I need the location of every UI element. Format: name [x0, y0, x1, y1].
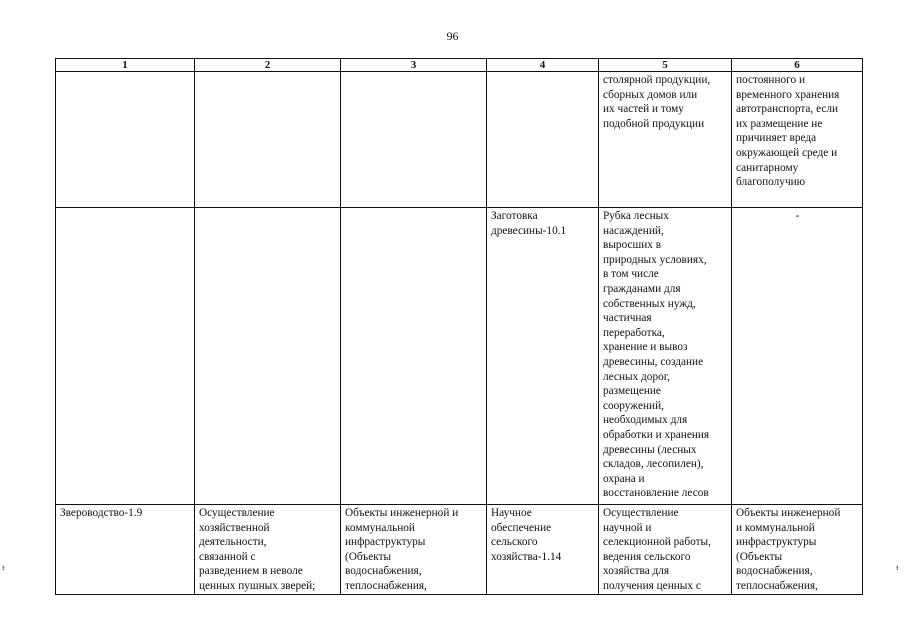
- cell-text-line: лесных дорог,: [603, 370, 670, 383]
- cell-text-line: Научное: [491, 507, 532, 519]
- cell-text-line: частичная: [603, 312, 652, 325]
- column-header: 1: [56, 59, 195, 72]
- right-edge-mark: ᵻ: [896, 562, 899, 572]
- cell-text-line: ценных пушных зверей;: [199, 579, 316, 592]
- cell-text-line: их частей и тому: [603, 103, 684, 116]
- table-cell: [732, 72, 863, 208]
- cell-text-line: теплоснабжения,: [345, 579, 427, 592]
- table-cell: [599, 72, 732, 208]
- table-cell: [487, 72, 599, 208]
- cell-text-line: -: [795, 210, 800, 222]
- cell-text-line: древесины-10.1: [491, 224, 567, 237]
- cell-text-line: (Объекты: [345, 550, 392, 563]
- cell-text-line: природных условиях,: [603, 253, 707, 266]
- left-edge-mark: ᵻ: [2, 562, 5, 572]
- table-cell: [487, 208, 599, 505]
- cell-text-line: Звероводство-1.9: [60, 507, 143, 519]
- zoning-table: [55, 58, 863, 595]
- cell-text-line: их размещение не: [736, 117, 823, 130]
- cell-text-line: хозяйства-1.14: [491, 550, 562, 563]
- cell-text-line: собственных нужд,: [603, 297, 696, 310]
- cell-text-line: восстановление лесов: [603, 487, 709, 500]
- cell-text-line: Объекты инженерной: [736, 507, 841, 519]
- column-header: 2: [195, 59, 341, 72]
- column-header: 5: [599, 59, 732, 72]
- cell-text-line: обеспечение: [491, 521, 552, 534]
- table-cell: [599, 208, 732, 505]
- table-cell: [56, 72, 195, 208]
- table-cell: [341, 72, 487, 208]
- table-cell: [487, 505, 599, 595]
- cell-text-line: санитарному: [736, 161, 799, 174]
- cell-text-line: сельского: [491, 536, 538, 549]
- table-cell: [732, 208, 863, 505]
- cell-text-line: инфраструктуры: [345, 536, 426, 549]
- column-header: 4: [487, 59, 599, 72]
- cell-text-line: столярной продукции,: [603, 74, 711, 86]
- cell-text-line: временного хранения: [736, 88, 840, 101]
- table-cell: [341, 505, 487, 595]
- cell-text-line: селекционной работы,: [603, 536, 711, 549]
- table-cell: [195, 505, 341, 595]
- cell-text-line: хозяйственной: [199, 521, 270, 534]
- cell-text-line: автотранспорта, если: [736, 103, 839, 116]
- cell-text-line: причиняет вреда: [736, 132, 817, 145]
- cell-text-line: сборных домов или: [603, 88, 698, 101]
- cell-text-line: Рубка лесных: [603, 210, 669, 222]
- cell-text-line: инфраструктуры: [736, 536, 817, 549]
- table-cell: [599, 505, 732, 595]
- table-cell: [56, 208, 195, 505]
- table-cell: [732, 505, 863, 595]
- table-row: [56, 208, 863, 505]
- cell-text-line: сооружений,: [603, 399, 664, 412]
- cell-text-line: Осуществление: [603, 507, 679, 519]
- table-header-row: [56, 59, 863, 72]
- cell-text-line: древесины, создание: [603, 355, 704, 368]
- cell-text-line: хранение и вывоз: [603, 341, 688, 354]
- cell-text-line: хозяйства для: [603, 565, 670, 578]
- cell-text-line: коммунальной: [345, 521, 415, 534]
- column-header: 6: [732, 59, 863, 72]
- cell-text-line: ведения сельского: [603, 550, 691, 563]
- cell-text-line: постоянного и: [736, 74, 806, 86]
- cell-text-line: выросших в: [603, 239, 662, 252]
- cell-text-line: древесины (лесных: [603, 443, 697, 456]
- cell-text-line: необходимых для: [603, 414, 688, 427]
- cell-text-line: Объекты инженерной и: [345, 507, 459, 519]
- cell-text-line: научной и: [603, 521, 652, 534]
- table-cell: [195, 72, 341, 208]
- cell-text-line: и коммунальной: [736, 521, 815, 534]
- cell-text-line: водоснабжения,: [736, 565, 813, 578]
- cell-text-line: охрана и: [603, 472, 645, 485]
- cell-text-line: (Объекты: [736, 550, 783, 563]
- cell-text-line: Осуществление: [199, 507, 275, 519]
- cell-text-line: деятельности,: [199, 536, 267, 549]
- cell-text-line: связанной с: [199, 550, 256, 563]
- cell-text-line: гражданами для: [603, 282, 681, 295]
- table-cell: [56, 505, 195, 595]
- table-row: [56, 505, 863, 595]
- table-cell: [195, 208, 341, 505]
- table-row: [56, 72, 863, 208]
- cell-text-line: в том числе: [603, 268, 659, 281]
- cell-text-line: переработка,: [603, 326, 665, 339]
- cell-text-line: окружающей среде и: [736, 146, 838, 159]
- cell-text-line: получения ценных с: [603, 579, 701, 592]
- cell-text-line: благополучию: [736, 176, 806, 189]
- column-header: 3: [341, 59, 487, 72]
- cell-text-line: насаждений,: [603, 224, 664, 237]
- cell-text-line: теплоснабжения,: [736, 579, 818, 592]
- page-number: 96: [446, 29, 459, 43]
- cell-text-line: разведением в неволе: [199, 565, 303, 578]
- cell-text-line: складов, лесопилен),: [603, 458, 704, 471]
- cell-text-line: Заготовка: [491, 210, 538, 222]
- cell-text-line: водоснабжения,: [345, 565, 422, 578]
- table-cell: [341, 208, 487, 505]
- cell-text-line: подобной продукции: [603, 117, 705, 130]
- cell-text-line: обработки и хранения: [603, 428, 710, 441]
- cell-text-line: размещение: [603, 385, 661, 398]
